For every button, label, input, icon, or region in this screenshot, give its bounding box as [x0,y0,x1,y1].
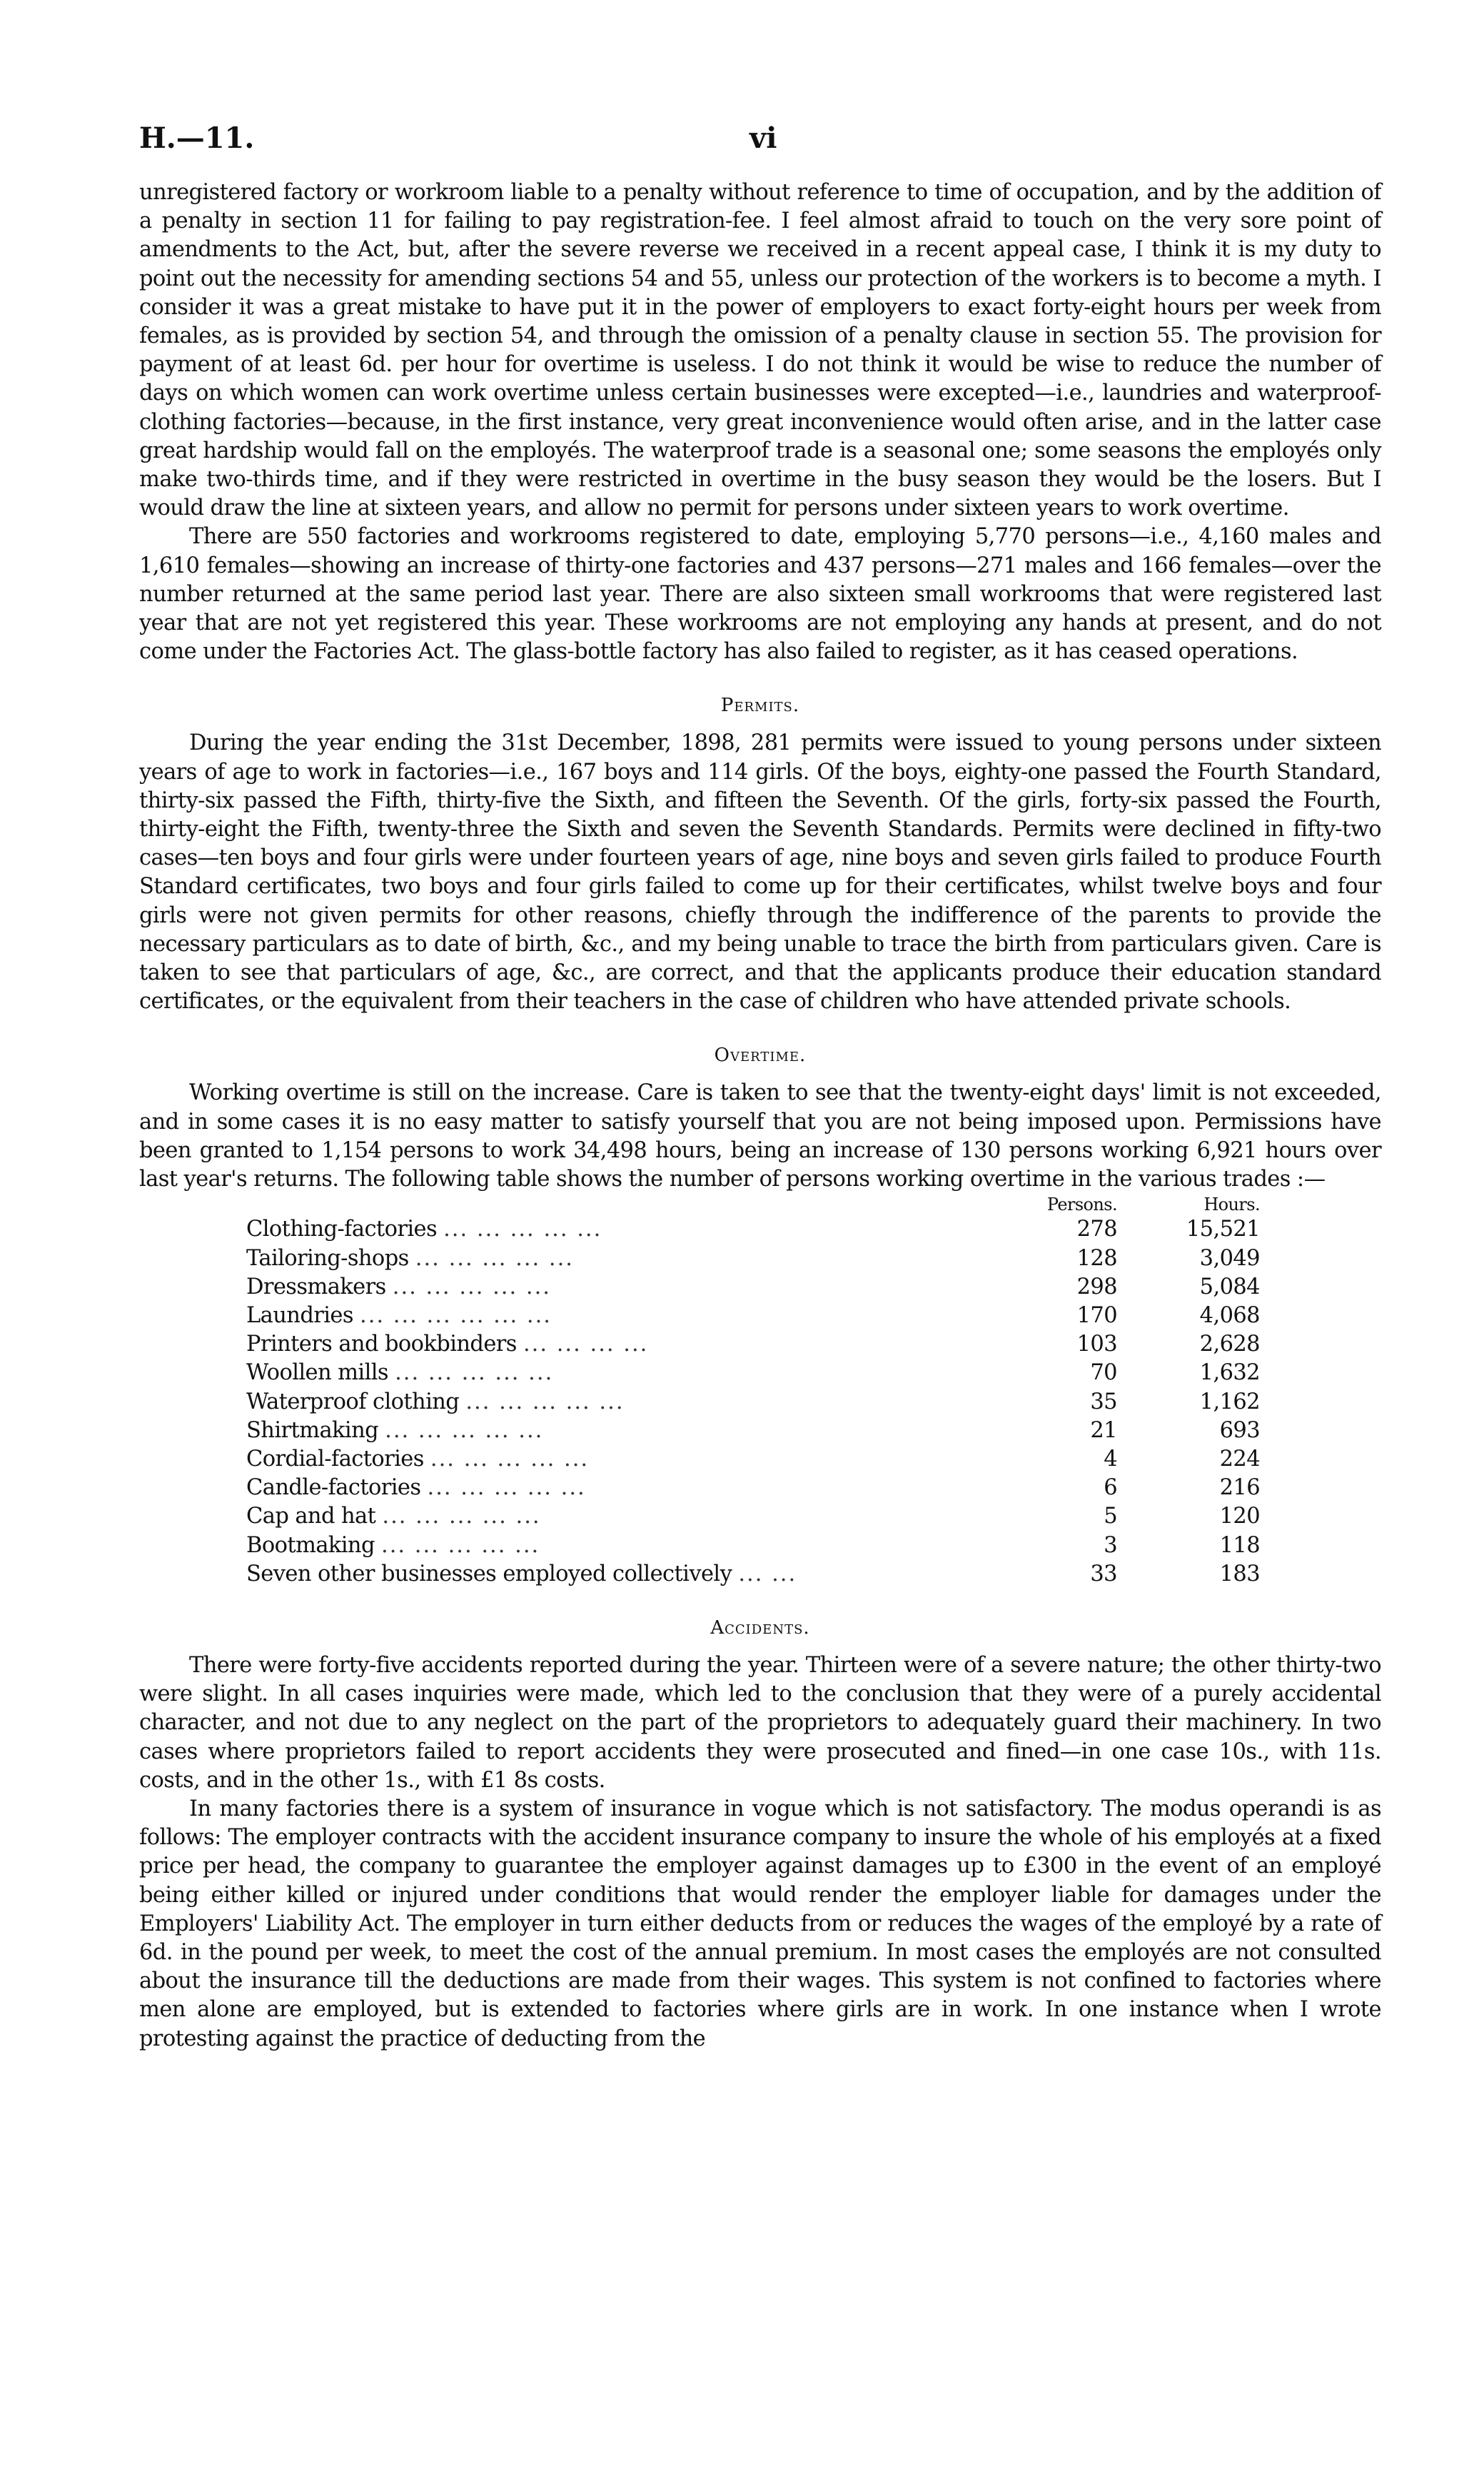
hours-value: 1,162 [1199,1389,1260,1414]
persons-value: 298 [1076,1274,1117,1299]
hours-value: 3,049 [1199,1245,1260,1271]
persons-value: 35 [1090,1389,1117,1414]
leader-dots: ... ... ... ... ... [430,1446,590,1472]
hours-value: 118 [1219,1532,1260,1558]
hours-value: 5,084 [1199,1274,1260,1299]
hours-value: 216 [1219,1475,1260,1501]
trade-name: Shirtmaking [246,1417,379,1443]
leader-dots: ... ... ... ... ... [381,1532,540,1558]
hours-value: 2,628 [1199,1332,1260,1357]
hours-value: 224 [1219,1446,1260,1472]
leader-dots: ... ... ... ... ... [395,1360,554,1386]
accidents-paragraph-2: In many factories there is a system of insurance in vogue which is not satisfactory. The modus operandi is as follows: The employer contracts with the accident insurance company to insure the whole of his employés at a fixed price per head, the company to guarantee the employer against damages up to £300 in the event of an employé being either killed or injured under conditions that would render the employer liable for damages under the Employers' Liability Act. The employer in turn either deducts from or reduces the wages of the employé by a rate of 6d. in the pound per week, to meet the cost of the annual premium. In most cases the employés are not consulted about the insurance till the deductions are made from their wages. This system is not confined to factories where men alone are employed, but is extended to factories where girls are in work. In one instance when I wrote protesting against the practice of deducting from the [139,1796,1381,2051]
persons-value: 5 [1104,1504,1117,1529]
hours-value: 693 [1219,1417,1260,1443]
hours-value: 4,068 [1199,1302,1260,1328]
table-row [246,1502,1260,1531]
document-reference: H.—11. [139,121,255,155]
leader-dots: ... ... ... ... ... [427,1475,586,1501]
table-header-row [246,1194,1260,1215]
persons-value: 170 [1076,1302,1117,1328]
trade-name: Printers and bookbinders [246,1332,517,1357]
trade-name: Cap and hat [246,1504,376,1529]
section-heading-accidents: Accidents. [710,1616,810,1639]
leader-dots: ... ... ... ... ... [392,1274,551,1299]
table-row [246,1302,1260,1330]
trade-name: Laundries [246,1302,353,1328]
overtime-table [246,1194,1260,1589]
table-row [246,1445,1260,1474]
trade-name: Candle-factories [246,1475,421,1501]
trade-name: Tailoring-shops [246,1245,409,1271]
hours-value: 1,632 [1199,1360,1260,1386]
page-number: vi [749,121,777,155]
table-row [246,1273,1260,1302]
intro-paragraph-1: unregistered factory or workroom liable to a penalty without reference to time of occupation, and by the addition of a penalty in section 11 for failing to pay registration-fee. I feel almost afraid to touch on the very sore point of amendments to the Act, but, after the severe reverse we received in a recent appeal case, I think it is my duty to point out the necessity for amending sections 54 and 55, unless our protection of the workers is to become a myth. I consider it was a great mistake to have put it in the power of employers to exact forty-eight hours per week from females, as is provided by section 54, and through the omission of a penalty clause in section 55. The provision for payment of at least 6d. per hour for overtime is useless. I do not think it would be wise to reduce the number of days on which women can work overtime unless certain businesses were excepted—i.e., laundries and waterproof-clothing factories—because, in the first instance, very great inconvenience would often arise, and in the latter case great hardship would fall on the employés. The waterproof trade is a seasonal one; some seasons the employés only make two-thirds time, and if they were restricted in overtime in the busy season they would be the losers. But I would draw the line at sixteen years, and allow no permit for persons under sixteen years to work overtime. [139,180,1381,521]
trade-name: Dressmakers [246,1274,386,1299]
hours-value: 183 [1219,1561,1260,1587]
persons-value: 6 [1104,1475,1117,1501]
table-row [246,1330,1260,1359]
page-header [139,121,1381,178]
persons-value: 103 [1076,1332,1117,1357]
trade-name: Cordial-factories [246,1446,424,1472]
persons-value: 4 [1104,1446,1117,1472]
intro-paragraph-2: There are 550 factories and workrooms registered to date, employing 5,770 persons—i.e., 4,160 males and 1,610 females—showing an increase of thirty-one factories and 437 persons—271 males and 166 females—over the number returned at the same period last year. There are also sixteen small workrooms that were registered last year that are not yet registered this year. These workrooms are not employing any hands at present, and do not come under the Factories Act. The glass-bottle factory has also failed to register, as it has ceased operations. [139,524,1381,665]
table-row [246,1388,1260,1417]
column-header-hours: Hours. [1203,1195,1260,1215]
leader-dots: ... ... ... ... ... [443,1217,602,1242]
table-row [246,1215,1260,1244]
table-row [246,1359,1260,1387]
trade-name: Waterproof clothing [246,1389,460,1414]
persons-value: 33 [1090,1561,1117,1587]
persons-value: 70 [1090,1360,1117,1386]
leader-dots: ... ... ... ... ... [465,1389,625,1414]
table-row [246,1474,1260,1502]
trade-name: Bootmaking [246,1532,375,1558]
document-page [139,121,1381,2053]
persons-value: 21 [1090,1417,1117,1443]
table-row [246,1417,1260,1445]
leader-dots: ... ... [738,1561,797,1587]
section-heading-overtime: Overtime. [714,1045,807,1067]
table-row [246,1532,1260,1560]
trade-name: Seven other businesses employed collectively [246,1561,732,1587]
table-row [246,1560,1260,1589]
leader-dots: ... ... ... ... ... [382,1504,541,1529]
persons-value: 128 [1076,1245,1117,1271]
overtime-paragraph: Working overtime is still on the increase. Care is taken to see that the twenty-eight days' limit is not exceeded, and in some cases it is no easy matter to satisfy yourself that you are not being imposed upon. Permissions have been granted to 1,154 persons to work 34,498 hours, being an increase of 130 persons working 6,921 hours over last year's returns. The following table shows the number of persons working overtime in the various trades :— [139,1080,1381,1192]
table-row [246,1244,1260,1273]
trade-name: Woollen mills [246,1360,388,1386]
accidents-paragraph-1: There were forty-five accidents reported during the year. Thirteen were of a severe nature; the other thirty-two were slight. In all cases inquiries were made, which led to the conclusion that they were of a purely accidental character, and not due to any neglect on the part of the proprietors to adequately guard their machinery. In two cases where proprietors failed to report accidents they were prosecuted and fined—in one case 10s., with 11s. costs, and in the other 1s., with £1 8s costs. [139,1652,1381,1793]
hours-value: 120 [1219,1504,1260,1529]
trade-name: Clothing-factories [246,1217,437,1242]
leader-dots: ... ... ... ... ... ... [360,1302,552,1328]
leader-dots: ... ... ... ... ... [385,1417,544,1443]
permits-paragraph: During the year ending the 31st December, 1898, 281 permits were issued to young persons under sixteen years of age to work in factories—i.e., 167 boys and 114 girls. Of the boys, eighty-one passed the Fourth Standard, thirty-six passed the Fifth, thirty-five the Sixth, and fifteen the Seventh. Of the girls, forty-six passed the Fourth, thirty-eight the Fifth, twenty-three the Sixth and seven the Seventh Standards. Permits were declined in fifty-two cases—ten boys and four girls were under fourteen years of age, nine boys and seven girls failed to produce Fourth Standard certificates, two boys and four girls failed to come up for their certificates, whilst twelve boys and four girls were not given permits for other reasons, chiefly through the indifference of the parents to provide the necessary particulars as to date of birth, &c., and my being unable to trace the birth from particulars given. Care is taken to see that particulars of age, &c., are correct, and that the applicants produce their education standard certificates, or the equivalent from their teachers in the case of children who have attended private schools. [139,730,1381,1015]
persons-value: 278 [1076,1217,1117,1242]
section-heading-permits: Permits. [720,695,800,717]
column-header-persons: Persons. [1046,1195,1117,1215]
leader-dots: ... ... ... ... ... [415,1245,575,1271]
hours-value: 15,521 [1186,1217,1260,1242]
leader-dots: ... ... ... ... [523,1332,649,1357]
persons-value: 3 [1104,1532,1117,1558]
